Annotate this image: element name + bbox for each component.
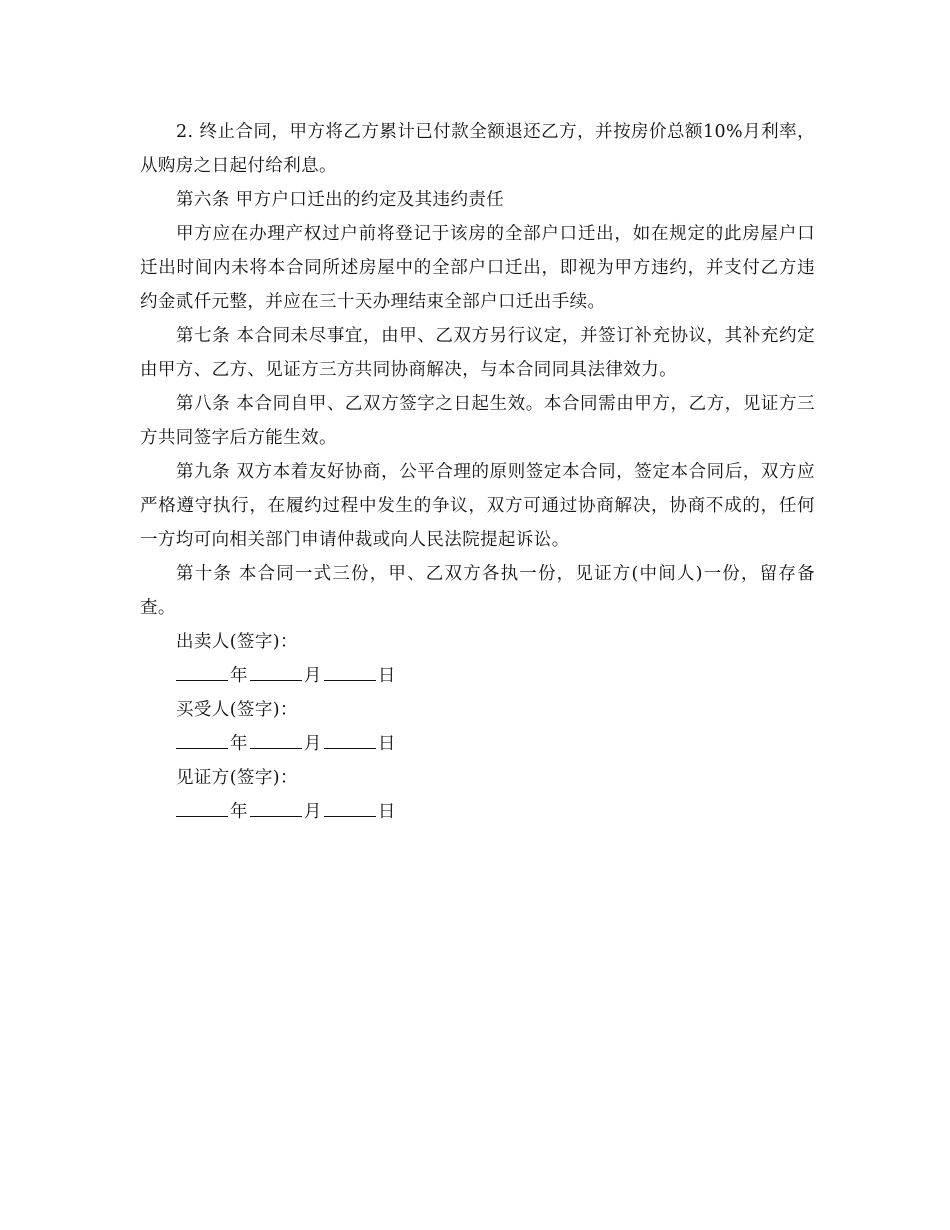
article-6-heading: 第六条 甲方户口迁出的约定及其违约责任	[176, 190, 505, 210]
seller-signature-label: 出卖人(签字)：	[176, 632, 298, 652]
seller-date-line	[140, 659, 815, 693]
contract-body	[140, 115, 815, 829]
day-blank[interactable]	[324, 796, 376, 817]
clause-termination: 2. 终止合同，甲方将乙方累计已付款全额退还乙方，并按房价总额10%月利率，从购房之日起付给利息。	[140, 122, 815, 176]
day-label: 日	[377, 802, 396, 822]
witness-date-line	[140, 795, 815, 829]
month-blank[interactable]	[250, 660, 302, 681]
month-blank[interactable]	[250, 728, 302, 749]
article-10-text: 第十条 本合同一式三份，甲、乙双方各执一份，见证方(中间人)一份，留存备查。	[140, 564, 815, 618]
buyer-signature-label: 买受人(签字)：	[176, 700, 298, 720]
month-label: 月	[303, 734, 322, 754]
day-label: 日	[377, 666, 396, 686]
article-8-text: 第八条 本合同自甲、乙双方签字之日起生效。本合同需由甲方，乙方，见证方三方共同签字后方能生效。	[140, 394, 815, 448]
month-blank[interactable]	[250, 796, 302, 817]
year-label: 年	[230, 666, 248, 686]
year-blank[interactable]	[176, 796, 228, 817]
year-label: 年	[230, 734, 248, 754]
article-6-text: 甲方应在办理产权过户前将登记于该房的全部户口迁出，如在规定的此房屋户口迁出时间内未将本合同所述房屋中的全部户口迁出，即视为甲方违约，并支付乙方违约金贰仟元整，并应在三十天办理结束全部户口迁出手续。	[140, 224, 815, 312]
article-9-text: 第九条 双方本着友好协商，公平合理的原则签定本合同，签定本合同后，双方应严格遵守执行，在履约过程中发生的争议，双方可通过协商解决，协商不成的，任何一方均可向相关部门申请仲裁或向人民法院提起诉讼。	[140, 462, 815, 550]
witness-signature-label: 见证方(签字)：	[176, 768, 298, 788]
year-blank[interactable]	[176, 728, 228, 749]
day-label: 日	[377, 734, 396, 754]
year-blank[interactable]	[176, 660, 228, 681]
month-label: 月	[303, 802, 322, 822]
day-blank[interactable]	[324, 660, 376, 681]
buyer-date-line	[140, 727, 815, 761]
month-label: 月	[303, 666, 322, 686]
day-blank[interactable]	[324, 728, 376, 749]
article-7-text: 第七条 本合同未尽事宜，由甲、乙双方另行议定，并签订补充协议，其补充约定由甲方、乙方、见证方三方共同协商解决，与本合同同具法律效力。	[140, 326, 815, 380]
year-label: 年	[230, 802, 248, 822]
